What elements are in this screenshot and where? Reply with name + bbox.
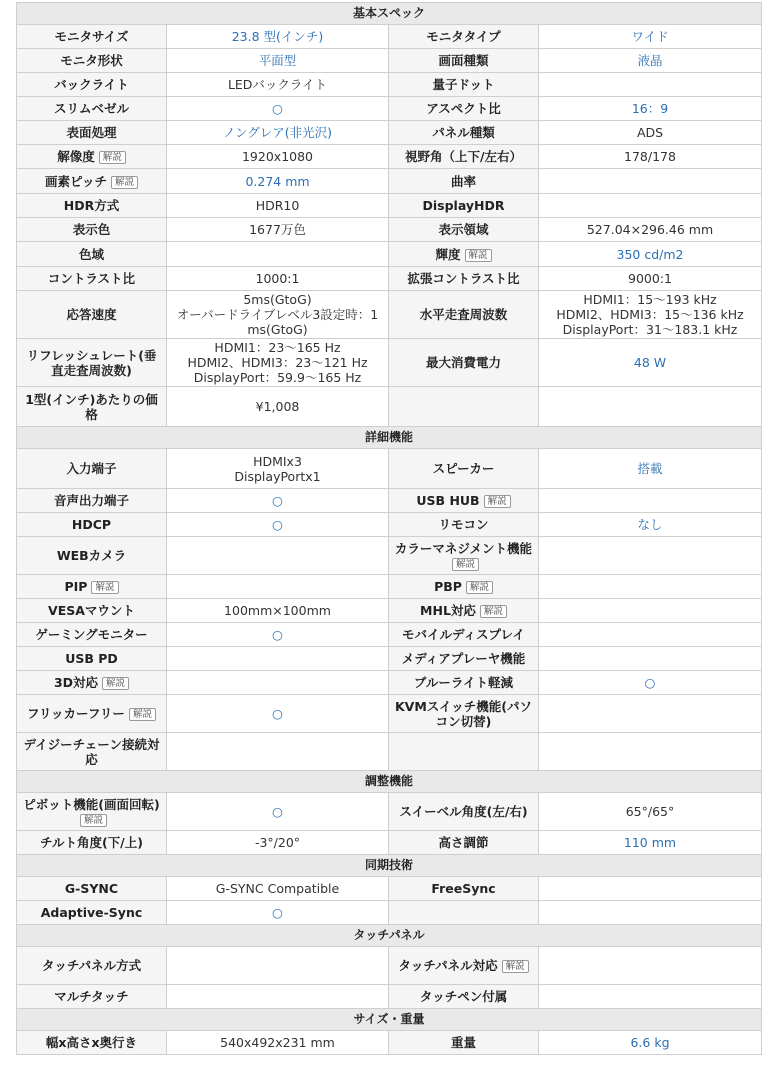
spec-label [389,73,539,97]
spec-label [17,793,167,831]
spec-value-line: オーバードライブレベル3設定時：1 [176,307,379,322]
spec-label-text: 幅x高さx奥行き [45,1035,138,1050]
spec-label-text: バックライト [54,77,129,92]
spec-label-text: 曲率 [450,173,476,189]
section-header-row [17,1009,762,1031]
spec-label-text: タッチペン付属 [419,989,508,1004]
spec-label-text: モニタタイプ [426,29,501,44]
spec-row [17,695,762,733]
spec-label-text: WEBカメラ [56,548,127,563]
spec-label-text: パネル種類 [432,125,495,140]
spec-label-text: リフレッシュレート(垂直走査周波数) [26,347,157,378]
spec-label [389,242,539,267]
spec-table [16,2,762,1055]
spec-row [17,121,762,145]
spec-label-text: カラーマネジメント機能 [394,540,533,556]
kaisetsu-button[interactable]: 解説 [91,581,118,594]
kaisetsu-button[interactable]: 解説 [452,558,479,571]
spec-row [17,793,762,831]
spec-value-line: ms(GtoG) [247,322,308,337]
spec-label-text: タッチパネル方式 [41,958,142,973]
spec-row [17,513,762,537]
spec-row [17,599,762,623]
spec-value[interactable]: 6.6 kg [539,1031,762,1055]
spec-value [539,194,762,218]
section-header-row [17,427,762,449]
section-header-row [17,855,762,877]
spec-value-line: 5ms(GtoG) [243,292,312,307]
spec-label [389,647,539,671]
spec-value [539,733,762,771]
spec-value [539,647,762,671]
spec-label-text: フリッカーフリー [27,706,125,721]
section-title: タッチパネル [17,925,762,947]
spec-value: 1677万色 [167,218,389,242]
kaisetsu-button[interactable]: 解説 [465,249,492,262]
kaisetsu-button[interactable]: 解説 [466,581,493,594]
spec-value[interactable]: 48 W [539,339,762,387]
spec-value[interactable]: 平面型 [167,49,389,73]
spec-label [17,449,167,489]
spec-value: 65°/65° [539,793,762,831]
spec-label [17,877,167,901]
spec-value [167,575,389,599]
spec-label [17,121,167,145]
spec-label [17,218,167,242]
spec-value[interactable]: 液晶 [539,49,762,73]
spec-label-text: スイーベル角度(左/右) [399,804,528,819]
spec-label-text: チルト角度(下/上) [40,835,143,850]
spec-label-text: 高さ調節 [438,835,489,850]
spec-label-text: スリムベゼル [53,101,129,116]
spec-value [167,985,389,1009]
kaisetsu-button[interactable]: 解説 [129,708,156,721]
spec-label-text: 表面処理 [66,125,117,140]
spec-value-line: HDMI2、HDMI3：23～121 Hz [187,355,368,370]
spec-label [389,599,539,623]
spec-value[interactable]: ○ [167,901,389,925]
spec-value: 178/178 [539,145,762,169]
spec-label-text: USB PD [65,651,118,666]
spec-label [17,145,167,169]
spec-label [389,537,539,575]
spec-label [17,671,167,695]
spec-row [17,169,762,194]
spec-label [17,1031,167,1055]
spec-label-text: FreeSync [431,881,496,896]
spec-value [539,537,762,575]
spec-value: 1920x1080 [167,145,389,169]
spec-label-text: HDCP [71,517,112,532]
spec-value[interactable]: ○ [167,793,389,831]
spec-label-text: 画素ピッチ [44,173,107,189]
spec-label-text: モバイルディスプレイ [402,627,525,642]
spec-value-line: DisplayPort：59.9～165 Hz [193,370,362,385]
spec-value: LEDバックライト [167,73,389,97]
spec-value [539,575,762,599]
spec-row [17,194,762,218]
spec-label-text: 3D対応 [53,675,99,690]
spec-label [17,537,167,575]
section-header-row [17,925,762,947]
kaisetsu-button[interactable]: 解説 [484,495,511,508]
spec-row [17,647,762,671]
spec-value[interactable]: ワイド [539,25,762,49]
spec-label [17,25,167,49]
spec-row [17,489,762,513]
spec-value: 1000:1 [167,267,389,291]
spec-label [17,49,167,73]
spec-value [539,291,762,339]
spec-row [17,339,762,387]
spec-label [17,97,167,121]
spec-label [389,1031,539,1055]
spec-label-text: デイジーチェーン接続対応 [23,736,160,767]
spec-label [389,218,539,242]
spec-label-text: 重量 [450,1035,476,1050]
spec-label-text: スピーカー [432,461,495,476]
spec-label [389,449,539,489]
spec-label-text: コントラスト比 [47,271,136,286]
spec-value [167,537,389,575]
spec-label [389,623,539,647]
spec-value[interactable]: ○ [167,513,389,537]
spec-value: 9000:1 [539,267,762,291]
spec-label-text: ゲーミングモニター [35,627,148,642]
spec-value-line: HDMIx3 [253,453,302,469]
spec-label [17,169,167,194]
spec-value [539,489,762,513]
spec-row [17,537,762,575]
spec-label-text: KVMスイッチ機能(パソコン切替) [394,698,532,729]
spec-value [167,671,389,695]
spec-label [17,339,167,387]
spec-value: 527.04×296.46 mm [539,218,762,242]
spec-row [17,387,762,427]
spec-value-line: HDMI2、HDMI3：15～136 kHz [556,307,744,322]
spec-row [17,49,762,73]
spec-label-text: 輝度 [435,246,461,262]
spec-label-text: VESAマウント [48,603,135,618]
spec-label [389,267,539,291]
spec-value: ¥1,008 [167,387,389,427]
spec-value: 540x492x231 mm [167,1031,389,1055]
spec-label [17,733,167,771]
spec-label-text: 表示色 [72,222,111,237]
kaisetsu-button[interactable]: 解説 [111,176,138,189]
spec-label [17,575,167,599]
spec-value-line: HDMI1：15～193 kHz [583,292,717,307]
kaisetsu-button[interactable]: 解説 [99,151,126,164]
spec-value [539,73,762,97]
spec-label-text: G-SYNC [64,881,119,896]
spec-value[interactable]: なし [539,513,762,537]
spec-label-text: MHL対応 [420,603,476,618]
spec-label [17,623,167,647]
spec-value [539,947,762,985]
spec-label [17,267,167,291]
spec-label-text: アスペクト比 [426,101,501,116]
spec-row [17,575,762,599]
spec-value [167,242,389,267]
spec-label [17,242,167,267]
spec-label [389,793,539,831]
spec-label-text: 音声出力端子 [53,493,129,508]
spec-value [167,947,389,985]
spec-label-text: モニタサイズ [54,29,129,44]
spec-label [17,387,167,427]
spec-label [389,97,539,121]
spec-value[interactable]: ○ [167,623,389,647]
spec-value [167,449,389,489]
spec-label [389,733,539,771]
spec-label [17,489,167,513]
spec-label-text: 視野角（上下/左右） [404,149,523,164]
spec-label [17,695,167,733]
spec-label [389,387,539,427]
spec-value: -3°/20° [167,831,389,855]
kaisetsu-button[interactable]: 解説 [102,677,129,690]
section-title: 調整機能 [17,771,762,793]
spec-label [389,877,539,901]
spec-row [17,242,762,267]
spec-label-text: 水平走査周波数 [419,307,508,322]
spec-value[interactable]: ○ [167,97,389,121]
spec-value [167,733,389,771]
spec-value[interactable]: ○ [167,695,389,733]
spec-value[interactable]: 350 cd/m2 [539,242,762,267]
spec-value: ADS [539,121,762,145]
spec-value[interactable]: 110 mm [539,831,762,855]
spec-value [539,985,762,1009]
spec-label-text: 色域 [78,246,104,262]
spec-label-text: DisplayHDR [422,198,505,213]
spec-label [389,194,539,218]
spec-value [539,695,762,733]
spec-label [389,831,539,855]
spec-label [389,575,539,599]
spec-value [539,623,762,647]
spec-label [389,25,539,49]
spec-label-text: 画面種類 [438,53,489,68]
kaisetsu-button[interactable]: 解説 [480,605,507,618]
spec-value [539,599,762,623]
spec-value [167,291,389,339]
spec-label-text: 量子ドット [432,77,495,92]
spec-label-text: HDR方式 [63,198,120,213]
kaisetsu-button[interactable]: 解説 [80,814,107,827]
spec-label-text: 応答速度 [66,307,117,322]
kaisetsu-button[interactable]: 解説 [502,960,529,973]
spec-label-text: Adaptive-Sync [40,905,143,920]
spec-value [539,387,762,427]
spec-value: G-SYNC Compatible [167,877,389,901]
spec-label [389,49,539,73]
spec-value [167,339,389,387]
spec-label [389,169,539,194]
spec-value [539,901,762,925]
spec-label [17,901,167,925]
spec-row [17,449,762,489]
spec-label [389,339,539,387]
spec-label-text: ピボット機能(画面回転) [23,796,160,812]
spec-label-text: タッチパネル対応 [398,958,498,973]
section-title: 詳細機能 [17,427,762,449]
spec-row [17,1031,762,1055]
spec-value[interactable]: 16：9 [539,97,762,121]
spec-value[interactable]: ○ [167,489,389,513]
spec-label [17,291,167,339]
spec-label [17,194,167,218]
spec-row [17,671,762,695]
spec-label [17,831,167,855]
spec-value: 100mm×100mm [167,599,389,623]
spec-row [17,831,762,855]
spec-row [17,733,762,771]
spec-label-text: 拡張コントラスト比 [407,271,520,286]
spec-row [17,901,762,925]
spec-label [389,985,539,1009]
spec-label [389,145,539,169]
spec-row [17,985,762,1009]
spec-row [17,877,762,901]
spec-value[interactable]: ノングレア(非光沢) [167,121,389,145]
spec-label-text: 表示領域 [438,222,489,237]
spec-label [389,489,539,513]
spec-label-text: 1型(インチ)あたりの価格 [25,391,158,422]
spec-value [167,647,389,671]
spec-value [539,877,762,901]
spec-label [389,947,539,985]
spec-label-text: リモコン [438,517,489,532]
spec-label [17,985,167,1009]
spec-label [389,695,539,733]
spec-label [389,513,539,537]
spec-label-text: モニタ形状 [60,53,123,68]
section-header-row [17,3,762,25]
spec-label [17,947,167,985]
spec-label-text: メディアプレーヤ機能 [401,651,526,666]
spec-value[interactable]: 搭載 [539,449,762,489]
section-header-row [17,771,762,793]
spec-row [17,623,762,647]
spec-label [17,513,167,537]
spec-label-text: 最大消費電力 [425,355,501,370]
spec-label-text: 入力端子 [66,461,117,476]
spec-value[interactable]: 0.274 mm [167,169,389,194]
section-title: サイズ・重量 [17,1009,762,1031]
spec-value-line: HDMI1：23～165 Hz [214,340,341,355]
spec-label-text: PBP [434,579,462,594]
spec-row [17,291,762,339]
spec-label [389,671,539,695]
spec-label-text: 解像度 [57,149,95,164]
spec-row [17,218,762,242]
spec-label-text: マルチタッチ [54,989,129,1004]
spec-label-text: ブルーライト軽減 [413,675,514,690]
spec-label [17,73,167,97]
spec-value-line: DisplayPortx1 [234,468,321,484]
spec-row [17,947,762,985]
spec-value[interactable]: ○ [539,671,762,695]
spec-label [389,121,539,145]
spec-row [17,145,762,169]
spec-label [17,599,167,623]
section-title: 同期技術 [17,855,762,877]
spec-label-text: USB HUB [416,493,480,508]
spec-value [539,169,762,194]
spec-row [17,97,762,121]
spec-row [17,73,762,97]
spec-label [389,291,539,339]
spec-row [17,25,762,49]
spec-value[interactable]: 23.8 型(インチ) [167,25,389,49]
spec-value: HDR10 [167,194,389,218]
spec-value-line: DisplayPort：31～183.1 kHz [562,322,738,337]
section-title: 基本スペック [17,3,762,25]
spec-row [17,267,762,291]
spec-label [389,901,539,925]
spec-label [17,647,167,671]
spec-label-text: PIP [64,579,88,594]
